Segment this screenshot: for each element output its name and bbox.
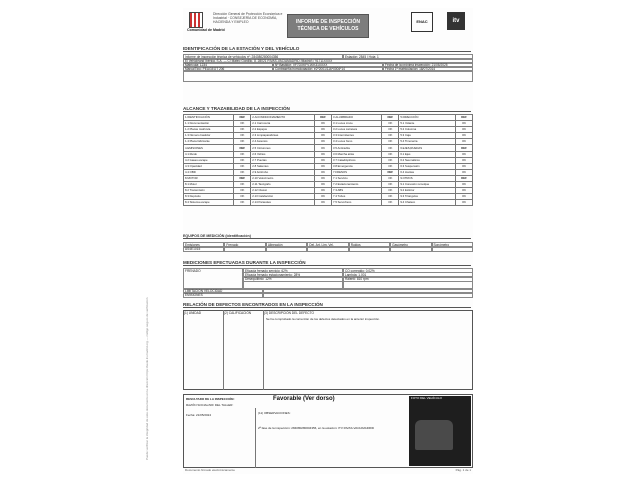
equipment-col-value: [224, 246, 265, 252]
department-label: Dirección General de Protección Económica e Industrial · CONSEJERÍA DE ECONOMÍA, HACIENDA Y EMPLEO: [213, 12, 283, 24]
scope-cell: 2.ACONDICIONAMIENTO: [251, 115, 315, 121]
scope-cell: OK: [382, 157, 399, 163]
scope-cell: 8.3 Depósito: [184, 194, 234, 200]
scope-cell: OK: [234, 151, 251, 157]
scope-cell: 3.4 Luces freno: [332, 139, 382, 145]
equipment-col-value: [432, 246, 473, 252]
equipment-col-value: [266, 246, 307, 252]
scope-cell: OK: [456, 127, 473, 133]
scope-cell: OK: [315, 188, 332, 194]
scope-cell: 1.IDENTIFICACIÓN: [184, 115, 234, 121]
scope-cell: 2.13 Calefacción: [251, 194, 315, 200]
section-measurements-title: MEDICIONES EFECTUADAS DURANTE LA INSPECCIÓN: [183, 260, 471, 266]
estacion: Estación: 2845 | Hoja: 1: [343, 54, 473, 60]
scope-cell: 7.3 ABS: [332, 188, 382, 194]
scope-cell: 6.EJES,RUEDAS: [399, 145, 456, 151]
scope-cell: DEF: [456, 175, 473, 181]
scope-cell: 2.6 Vidrios: [251, 151, 315, 157]
scope-cell: 2.11 Tacógrafo: [251, 182, 315, 188]
scope-cell: 2.10 Velocímetro: [251, 175, 315, 181]
scope-cell: 2.9 Antirrobo: [251, 169, 315, 175]
emission-co: CO corregido: 0,02%: [343, 268, 473, 290]
page-number: Pág. 1 de 1: [455, 468, 471, 472]
scope-cell: 2.4 Asientos: [251, 139, 315, 145]
scope-cell: 9.3 Triángulos: [399, 194, 456, 200]
scope-cell: OK: [315, 163, 332, 169]
scope-cell: OK: [315, 182, 332, 188]
scope-cell: OK: [234, 133, 251, 139]
scope-cell: 1.3 Número bastidor: [184, 133, 234, 139]
speed-limit-label: LIMITACIÓN VELOCIDAD: [183, 288, 263, 294]
equipment-col-value: AS4E1015: [183, 246, 224, 252]
scope-cell: OK: [456, 121, 473, 127]
first-registration: Fecha 1ª matriculación: 18/07/2014: [383, 66, 473, 72]
marca-tipo: Marca/Tipo: PEUGEOT 206: [183, 66, 273, 72]
scope-cell: OK: [456, 139, 473, 145]
scope-cell: OK: [382, 127, 399, 133]
equipment-col-header: Alineación: [266, 242, 307, 248]
scope-cell: OK: [234, 188, 251, 194]
scope-cell: OK: [382, 175, 399, 181]
scope-cell: 7.1 Servicio: [332, 175, 382, 181]
scope-cell: OK: [234, 194, 251, 200]
scope-row: [184, 200, 473, 206]
scope-cell: 6.2 Neumáticos: [399, 157, 456, 163]
scope-cell: OK: [315, 157, 332, 163]
scope-cell: 8.4 Sistema escape: [184, 200, 234, 206]
scope-cell: 9.1 Conexión remolque: [399, 182, 456, 188]
scope-cell: OK: [315, 175, 332, 181]
scope-cell: 8.1 Motor: [184, 182, 234, 188]
inspection-report-page: [183, 8, 473, 474]
next-inspection-date: Fecha de la próxima inspección: 21/05/2025: [383, 62, 473, 68]
equipment-col-header: Sonómetro: [432, 242, 473, 248]
scope-cell: 3.7 Catadióptricos: [332, 157, 382, 163]
equipment-col-header: Frenado: [224, 242, 265, 248]
scope-cell: 9.2 Extintor: [399, 188, 456, 194]
scope-cell: DEF: [315, 115, 332, 121]
inspection-scope-grid: [183, 114, 473, 206]
scope-cell: DEF: [382, 115, 399, 121]
equipment-col-value: [390, 246, 431, 252]
scope-cell: 1.4 Placa fabricante: [184, 139, 234, 145]
workshop-label: RAZÓN SOCIAL/NIF DEL TALLER:: [186, 403, 234, 407]
scope-cell: 2.8 Salientes: [251, 163, 315, 169]
emission-idle: Ralentí: 810 rpm: [343, 276, 473, 282]
scope-cell: OK: [234, 157, 251, 163]
scope-cell: OK: [456, 182, 473, 188]
scope-cell: 7.5 Servofreno: [332, 200, 382, 206]
scope-cell: 7.4 Tubos: [332, 194, 382, 200]
brake-parking: Eficacia frenado estacionamiento: 28%: [243, 272, 343, 278]
scope-cell: 4.4 OBD: [184, 169, 234, 175]
section-identification-title: IDENTIFICACIÓN DE LA ESTACIÓN Y DEL VEHÍCULO: [183, 46, 471, 52]
scope-cell: OK: [315, 169, 332, 175]
scope-cell: OK: [315, 145, 332, 151]
brake-imbalance: Desequilibrio: 12%: [243, 276, 343, 282]
scope-cell: OK: [234, 169, 251, 175]
scope-cell: 2.14 Parasoles: [251, 200, 315, 206]
scope-cell: OK: [382, 188, 399, 194]
scope-cell: OK: [456, 157, 473, 163]
scope-cell: DEF: [234, 115, 251, 121]
itv-logo-icon: itv: [447, 12, 465, 30]
scope-cell: 5.2 Columna: [399, 127, 456, 133]
scope-cell: DEF: [234, 175, 251, 181]
col-calificacion: (2) CALIFICACIÓN: [224, 311, 252, 315]
scope-cell: OK: [234, 139, 251, 145]
scope-cell: OK: [456, 133, 473, 139]
col-unidad: (1) UNIDAD: [184, 311, 202, 315]
scope-cell: OK: [315, 121, 332, 127]
scope-cell: 9.OTROS: [399, 175, 456, 181]
equipment-col-header: Ruidos: [349, 242, 390, 248]
scope-cell: 7.2 Estacionamiento: [332, 182, 382, 188]
section-defects-title: RELACIÓN DE DEFECTOS ENCONTRADOS EN LA INSPECCIÓN: [183, 302, 471, 308]
footer-left: Documento firmado electrónicamente: [185, 468, 235, 472]
col-descripcion: (3) DESCRIPCIÓN DEL DEFECTO: [264, 311, 314, 315]
scope-cell: OK: [234, 200, 251, 206]
homologation: Contraseña homologación: e2*2001/116*0004*14: [273, 66, 383, 72]
scope-cell: 1.2 Placas matrícula: [184, 127, 234, 133]
scope-cell: 2.3 Limpiaparabrisas: [251, 133, 315, 139]
scope-cell: OK: [315, 151, 332, 157]
scope-cell: OK: [456, 163, 473, 169]
scope-cell: OK: [234, 163, 251, 169]
report-number: Informe de inspección técnica de vehículos nº: 284080280004356: [183, 54, 343, 60]
scope-cell: 1.1 Documentación: [184, 121, 234, 127]
scope-cell: 2.12 Claxon: [251, 188, 315, 194]
company-address: El Vehicleand Ibérica, S.A. — C/ Mateo Gordillo, 8, 28021 RIVAS-VACIAMADRID (Madrid) / 91711XXXX: [183, 58, 473, 64]
scope-cell: OK: [382, 151, 399, 157]
madrid-crest-icon: [189, 12, 203, 28]
matricula: Matrícula: 1234: [183, 62, 273, 68]
scope-cell: OK: [234, 127, 251, 133]
scope-cell: OK: [315, 200, 332, 206]
scope-cell: 6.4 Llantas: [399, 169, 456, 175]
scope-cell: 2.1 Carrocería: [251, 121, 315, 127]
scope-cell: DEF: [382, 169, 399, 175]
title-line-2: TÉCNICA DE VEHÍCULOS: [297, 26, 359, 32]
scope-cell: 5.1 Volante: [399, 121, 456, 127]
brand-label: Comunidad de Madrid: [187, 28, 225, 32]
report-title: [287, 14, 369, 38]
scope-cell: 4.1 Ruido: [184, 151, 234, 157]
equipment-col-value: [307, 246, 348, 252]
scope-cell: OK: [382, 182, 399, 188]
scope-cell: OK: [456, 200, 473, 206]
scope-cell: 2.5 Cinturones: [251, 145, 315, 151]
defect-description: Se ha comprobado la corrección de los defectos detectados en la anterior inspección.: [266, 317, 380, 321]
scope-cell: 3.ALUMBRADO: [332, 115, 382, 121]
scope-cell: 2.2 Espejos: [251, 127, 315, 133]
scope-cell: OK: [315, 133, 332, 139]
inspection-date: Fecha: 21/05/2024: [186, 413, 212, 417]
scope-cell: OK: [456, 194, 473, 200]
scope-cell: 3.1 Luces cruce: [332, 121, 382, 127]
scope-cell: 3.6 Marcha atrás: [332, 151, 382, 157]
scope-cell: OK: [382, 139, 399, 145]
scope-cell: 3.2 Luces carretera: [332, 127, 382, 133]
scope-cell: 3.5 Antiniebla: [332, 145, 382, 151]
scope-cell: OK: [456, 188, 473, 194]
frenado-label: FRENADO: [183, 268, 243, 290]
scope-cell: 3.8 Emergencia: [332, 163, 382, 169]
equipment-col-header: Del. Art. Lim. Vel.: [307, 242, 348, 248]
scope-cell: OK: [382, 163, 399, 169]
car-icon: [415, 420, 453, 450]
scope-cell: OK: [315, 139, 332, 145]
brake-service: Eficacia frenado servicio: 62%: [243, 268, 343, 290]
observations-text: 2ª fase de la inspección: 284080280004356, en la estación: ITV RIVAS-VACIAMADRID: [258, 426, 375, 430]
scope-cell: OK: [315, 127, 332, 133]
scope-cell: DEF: [234, 145, 251, 151]
equipment-col-header: Gasómetro: [390, 242, 431, 248]
scope-cell: 2.7 Puertas: [251, 157, 315, 163]
title-line-1: INFORME DE INSPECCIÓN: [296, 19, 360, 25]
scope-cell: 5.DIRECCIÓN: [399, 115, 456, 121]
scope-cell: OK: [382, 200, 399, 206]
scope-cell: OK: [456, 169, 473, 175]
scope-cell: 8.2 Transmisión: [184, 188, 234, 194]
scope-cell: OK: [382, 194, 399, 200]
scope-cell: 3.3 Intermitentes: [332, 133, 382, 139]
result-value: Favorable (Ver dorso): [273, 396, 335, 402]
scope-cell: 4.3 Opacidad: [184, 163, 234, 169]
emissions-label: EMISIONES: [183, 292, 263, 298]
scope-cell: OK: [382, 133, 399, 139]
equipment-col-value: [349, 246, 390, 252]
enac-logo-icon: ENAC: [411, 12, 433, 32]
scope-cell: DEF: [456, 115, 473, 121]
scope-cell: 7.FRENOS: [332, 169, 382, 175]
section-equipment-title: EQUIPOS DE MEDICIÓN (identificación): [183, 234, 471, 239]
scope-cell: 5.4 Timonería: [399, 139, 456, 145]
scope-cell: OK: [382, 121, 399, 127]
scope-cell: 9.4 Chaleco: [399, 200, 456, 206]
equipment-col-header: Emisiones: [183, 242, 224, 248]
bastidor: Nº Bastidor: VF7DXKFV1KK31XXXX: [273, 62, 383, 68]
emission-lambda: Lambda: 1,001: [343, 272, 473, 278]
scope-cell: OK: [234, 182, 251, 188]
scope-cell: 4.EMISIONES: [184, 145, 234, 151]
defects-box: [183, 310, 473, 390]
observations-label: (11) OBSERVACIONES:: [258, 411, 291, 415]
scope-cell: OK: [234, 121, 251, 127]
scope-cell: 5.3 Caja: [399, 133, 456, 139]
section-scope-title: ALCANCE Y TRAZABILIDAD DE LA INSPECCIÓN: [183, 106, 471, 112]
scope-cell: 4.2 Gases escape: [184, 157, 234, 163]
result-title: RESULTADO DE LA INSPECCIÓN:: [186, 397, 235, 401]
scope-cell: 8.MOTOR: [184, 175, 234, 181]
scope-cell: OK: [456, 151, 473, 157]
scope-cell: OK: [315, 194, 332, 200]
vertical-verification-text: Puede verificar la integridad de este documento en la dirección https://sede.itv.madrid.org — código seguro de verificación: [145, 297, 149, 460]
scope-cell: 6.3 Suspensión: [399, 163, 456, 169]
scope-cell: OK: [382, 145, 399, 151]
scope-cell: 6.1 Ejes: [399, 151, 456, 157]
scope-cell: DEF: [456, 145, 473, 151]
photo-label: FOTO DEL VEHÍCULO: [411, 396, 443, 400]
